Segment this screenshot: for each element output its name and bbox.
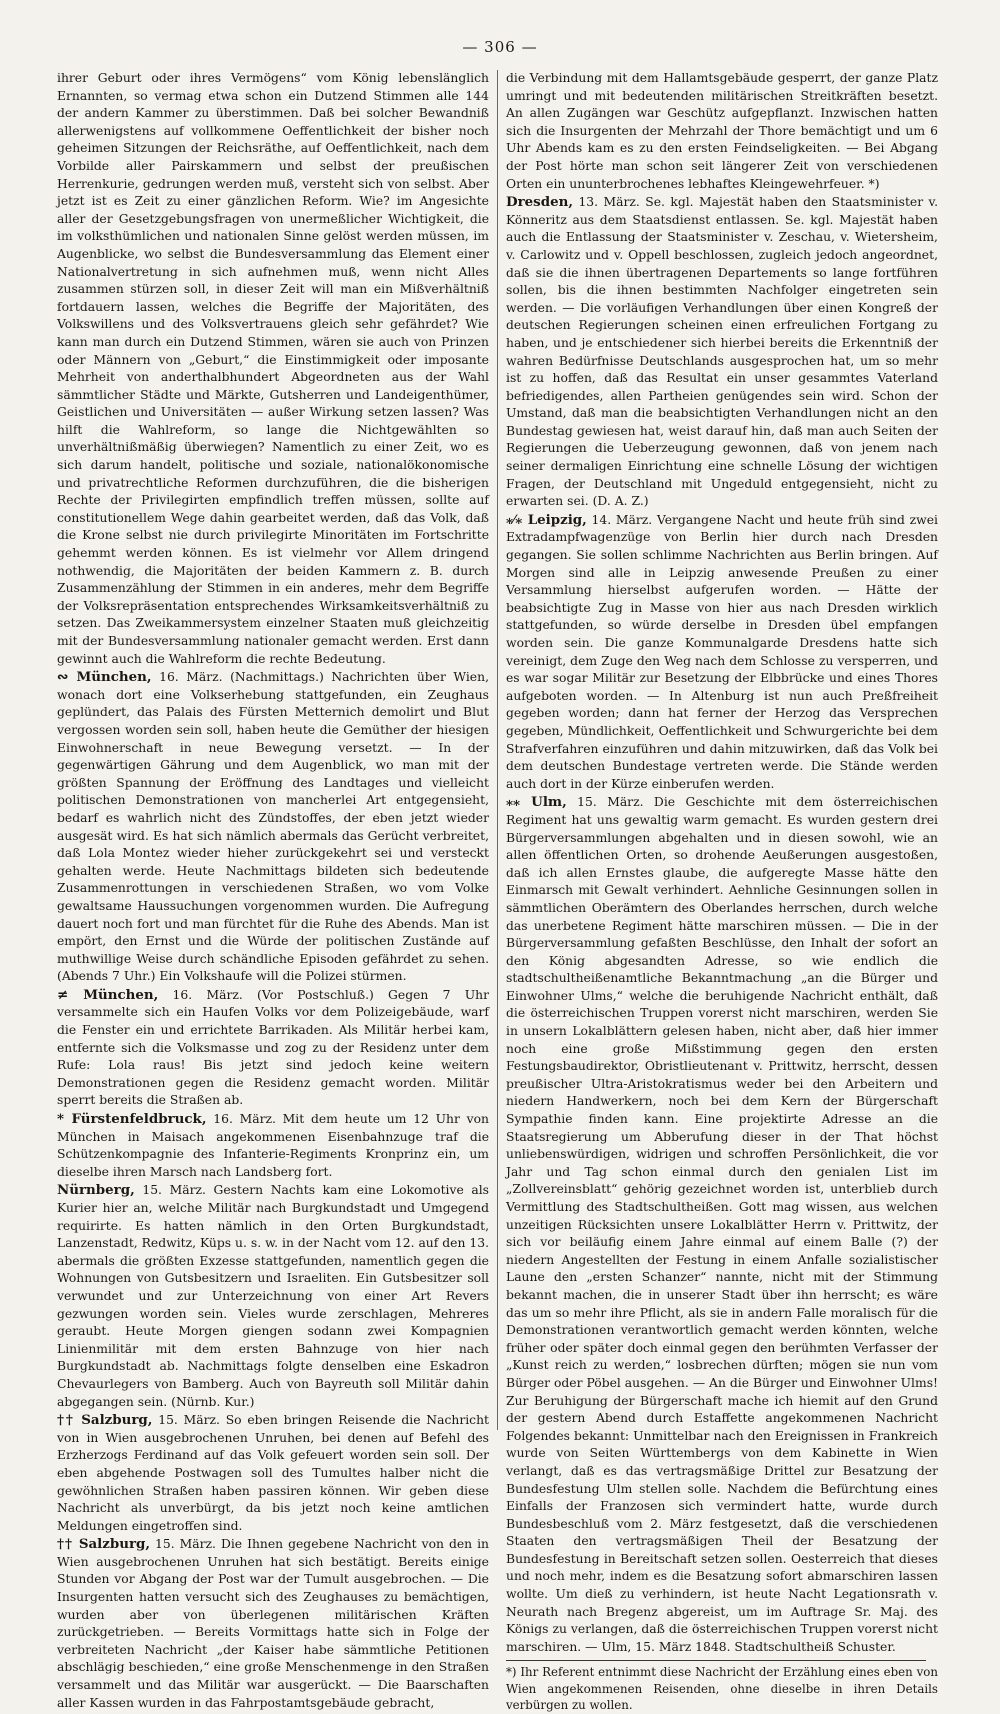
article-paragraph [57, 987, 489, 1110]
article-paragraph [57, 669, 489, 986]
article-paragraph [57, 1536, 489, 1712]
article-dateline: ⁎⁎ Ulm, [506, 794, 567, 811]
article-text: ihrer Geburt oder ihres Vermögens“ vom König lebenslänglich Ernannten, so vermag etwa schon ein Dutzend Stimmen alle 144 der andern Kammer zu überstimmen. Daß bei solcher Bewandniß allerwenigstens auf vollkommene Oeffentlichkeit der bisher noch geheimen Sitzungen der Reichsräthe, auf Oeffentlichkeit, nach dem Vorbilde aller Pairskammern und selbst der preußischen Herrenkurie, gedrungen werden muß, versteht sich von selbst. Aber jetzt ist es Zeit zu einer gänzlichen Reform. Wie? im Angesichte aller der Gesetzgebungsfragen von unermeßlicher Wichtigkeit, die im volksthümlichen und nationalen Sinne gelöst werden müssen, im Augenblicke, wo selbst die Bundesversammlung das Element einer Nationalvertretung in sich aufnehmen muß, wenn nicht Alles zusammen stürzen soll, in dieser Zeit will man ein Mißverhältniß fortdauern lassen, welches die Begriffe der Majoritäten, des Volkswillens und des Volksvertrauens gleich sehr gefährdet? Wie kann man durch ein Dutzend Stimmen, wären sie auch von Prinzen oder Männern von „Geburt,“ die Einstimmigkeit oder imposante Mehrheit von anderthalbhundert Abgeordneten aus der Wahl sämmtlicher Städte und Märkte, Gutsherren und Landeigenthümer, Geistlichen und Universitäten — außer Wirkung setzen lassen? Was hilft die Wahlreform, so lange die Nichtgewählten so unverhältnißmäßig überwiegen? Namentlich zu einer Zeit, wo es sich darum handelt, politische und soziale, nationalökonomische und privatrechtliche Reformen durchzuführen, die die bisherigen Rechte der Privilegirten empfindlich treffen müssen, sollte auf constitutionellem Wege dahin gearbeitet werden, daß das Volk, daß die Krone selbst nie durch privilegirte Minoritäten im Fortschritte gehemmt werden können. Es ist vielmehr vor Allem dringend nothwendig, die Majoritäten der beiden Kammern z. B. durch Zusammenzählung der Stimmen in ein anderes, mehr dem Begriffe der Volksrepräsentation entsprechendes Wirksamkeitsverhältniß zu setzen. Das Zweikammersystem einzelner Staaten muß gleichzeitig mit der Bundesversammlung nationaler gemacht werden. Erst dann gewinnt auch die Wahlreform die rechte Bedeutung. [57, 71, 489, 666]
article-paragraph [57, 1182, 489, 1411]
article-paragraph [506, 70, 938, 193]
article-text: 15. März. Die Geschichte mit dem österreichischen Regiment hat uns gewaltig warm gemacht. Es wurden gestern drei Bürgerversammlungen abgehalten und in diesen sowohl, wie an allen öffentlichen Orten, so drohende Aeußerungen ausgestoßen, daß ich allen Ernstes glaube, die aufgeregte Masse hätte den Einmarsch mit Gewalt verhindert. Aehnliche Gesinnungen sollen in sämmtlichen Oberämtern des Oberlandes herrschen, durch welche das unerbetene Regiment hätte marschiren müssen. — Die in der Bürgerversammlung gefaßten Beschlüsse, den Inhalt der sofort an den König abgesandten Adresse, so wie endlich die stadtschultheißenamtliche Bekanntmachung „an die Bürger und Einwohner Ulms,“ welche die beruhigende Nachricht enthält, daß die österreichischen Truppen vorerst nicht marschiren, werden Sie in unsern Lokalblättern gelesen haben, nicht aber, daß hier immer noch eine große Mißstimmung gegen den ersten Festungsbaudirektor, Obristlieutenant v. Prittwitz, herrscht, dessen preußischer Ultra-Aristokratismus weder bei den Arbeitern und niedern Handwerkern, noch bei dem Kern der Bürgerschaft Sympathie finden kann. Eine projektirte Adresse an die Staatsregierung um Abberufung dieser in der That höchst unliebenswürdigen, widrigen und schroffen Persönlichkeit, die vor Jahr und Tag schon einmal durch den genialen List im „Zollvereinsblatt“ gehörig gezeichnet worden ist, unterblieb durch Vermittlung des Stadtschultheißen. Gott mag wissen, aus welchen unzeitigen Rücksichten unsere Lokalblätter Herrn v. Prittwitz, der sich vor beiläufig einem Jahre einmal auf einem Balle (?) der niedern Angestellten der Festung in einem Anfalle sozialistischer Laune den „ersten Schanzer“ nannte, nicht mit der Stimmung bekannt machen, die in unserer Stadt über ihn herrscht; es wäre das um so mehr ihre Pflicht, als sie in andern Falle moralisch für die Demonstrationen verantwortlich gemacht werden könnten, welche früher oder später doch einmal gegen den berühmten Verfasser der „Kunst reich zu werden,“ losbrechen dürften; mögen sie nun vom Bürger oder Pöbel ausgehen. — An die Bürger und Einwohner Ulms! Zur Beruhigung der Bürgerschaft mache ich hiemit auf den Grund der gestern Abend durch Estaffette angekommenen Nachricht Folgendes bekannt: Unmittelbar nach den Ereignissen in Frankreich wurde von Seiten Württembergs von dem Kabinette in Wien verlangt, daß es das vertragsmäßige Drittel zur Besatzung der Bundesfestung Ulm stellen solle. Nachdem die Befürchtung eines Einfalls der Franzosen sich vermindert hatte, wurde durch Bundesbeschluß vom 2. März festgesetzt, daß die verschiedenen Staaten den vertragsmäßigen Theil der Besatzung der Bundesfestung in Bereitschaft setzen sollen. Oesterreich that dieses und noch mehr, indem es die Besatzung sofort abmarschiren lassen wollte. Um dieß zu verhindern, ist heute Nacht Legationsrath v. Neurath nach Bregenz abgereist, um im Auftrage Sr. Maj. des Königs zu verlangen, daß die österreichischen Truppen vorerst nicht marschiren. — Ulm, 15. März 1848. Stadtschultheiß Schuster. [506, 795, 938, 1654]
article-dateline: Dresden, [506, 194, 574, 211]
article-dateline: †† Salzburg, [57, 1536, 151, 1553]
article-paragraph [506, 512, 938, 794]
article-dateline: ≠ München, [57, 986, 159, 1003]
article-paragraph [57, 1412, 489, 1535]
article-dateline: †† Salzburg, [57, 1412, 153, 1429]
left-column [57, 70, 489, 1710]
article-paragraph [57, 70, 489, 668]
footnote: *) Ihr Referent entnimmt diese Nachricht der Erzählung eines eben von Wien angekommenen Reisenden, ohne dieselbe in ihren Details verbürgen zu wollen. [506, 1665, 938, 1713]
article-text: 14. März. Vergangene Nacht und heute früh sind zwei Extradampfwagenzüge von Berlin hier durch nach Dresden gegangen. Sie sollen schlimme Nachrichten aus Berlin bringen. Auf Morgen sind alle in Leipzig anwesende Preußen zu einer Versammlung hierselbst aufgerufen worden. — Hätte der beabsichtigte Zug in Masse von hier aus nach Dresden wirklich stattgefunden, so würde derselbe in Dresden übel empfangen worden sein. Die ganze Kommunalgarde Dresdens hatte sich vereinigt, dem Zuge den Weg nach dem Schlosse zu versperren, und es war sogar Militär zur Besetzung der Elbbrücke und eines Thores aufgeboten worden. — In Altenburg ist nun auch Preßfreiheit gegeben worden; dann hat ferner der Herzog das Versprechen gegeben, Mündlichkeit, Oeffentlichkeit und Schwurgerichte bei dem Strafverfahren einzuführen und dahin mitzuwirken, daß das Volk bei dem deutschen Bundestage vertreten werde. Die Stände werden auch dort in der Kürze einberufen werden. [506, 512, 938, 791]
article-paragraph [57, 1111, 489, 1181]
article-dateline: ∾ München, [57, 669, 152, 686]
article-text: 13. März. Se. kgl. Majestät haben den Staatsminister v. Könneritz aus dem Staatsdienst entlassen. Se. kgl. Majestät haben auch die Entlassung der Staatsminister v. Zeschau, v. Wietersheim, v. Carlowitz und v. Oppell beschlossen, zugleich jedoch angeordnet, daß sie die ihnen übertragenen Departements so lange fortführen sollen, bis die ihnen bestimmten Nachfolger eingetreten sein werden. — Die vorläufigen Verhandlungen über einen Kongreß der deutschen Regierungen scheinen einen erfreulichen Fortgang zu haben, und je entschiedener sich hierbei bereits die Erkenntniß der wahren Bedürfnisse Deutschlands ausgesprochen hat, um so mehr ist zu hoffen, daß das Resultat ein unser gesammtes Vaterland befriedigendes, allen Partheien genügendes sein wird. Schon der Umstand, daß man die beabsichtigten Verhandlungen nicht an den Bundestag gewiesen hat, weist darauf hin, daß man auch Seiten der Regierungen die Ueberzeugung gewonnen, daß von jenem nach seiner dermaligen Einrichtung eine schnelle Lösung der wichtigen Fragen, der Deutschland mit Ungeduld entgegensieht, nicht zu erwarten sei. (D. A. Z.) [506, 195, 938, 509]
page-number: — 306 — [462, 38, 538, 56]
column-divider [497, 70, 498, 1430]
article-text: 16. März. (Vor Postschluß.) Gegen 7 Uhr versammelte sich ein Haufen Volks vor dem Polizeigebäude, warf die Fenster ein und errichtete Barrikaden. Als Militär herbei kam, entfernte sich die Volksmasse und zog zu der Residenz unter dem Rufe: Lola raus! Bis jetzt sind jedoch keine weitern Demonstrationen gegen die Residenz gemacht worden. Militär sperrt bereits die Straßen ab. [57, 987, 489, 1108]
article-paragraph [506, 794, 938, 1656]
article-text: 15. März. So eben bringen Reisende die Nachricht von in Wien ausgebrochenen Unruhen, bei denen auf Befehl des Erzherzogs Ferdinand auf das Volk gefeuert worden sein soll. Der eben abgehende Postwagen soll des Tumultes halber nicht die gewöhnlichen Straßen haben passiren können. Wir geben diese Nachricht als unverbürgt, da bis jetzt noch keine amtlichen Meldungen eingetroffen sind. [57, 1413, 489, 1533]
article-text: 15. März. Die Ihnen gegebene Nachricht von den in Wien ausgebrochenen Unruhen hat sich bestätigt. Bereits einige Stunden vor Abgang der Post war der Tumult ausgebrochen. — Die Insurgenten hatten versucht sich des Zeughauses zu bemächtigen, wurden aber von überlegenen militärischen Kräften zurückgetrieben. — Bereits Vormittags hatte sich in Folge der verbreiteten Nachricht „der Kaiser habe sämmtliche Petitionen abschlägig beschieden,“ eine große Menschenmenge in den Straßen versammelt und das Militär war ausgerückt. — Die Baarschaften aller Kassen wurden in das Fahrpostamtsgebäude gebracht, [57, 1537, 489, 1710]
article-paragraph [506, 194, 938, 511]
footnote-divider [506, 1660, 926, 1661]
article-dateline: ⁎⁄⁎ Leipzig, [506, 511, 587, 528]
article-text: die Verbindung mit dem Hallamtsgebäude gesperrt, der ganze Platz umringt und mit bedeutenden militärischen Streitkräften besetzt. An allen Zugängen war Geschütz aufgepflanzt. Inzwischen hatten sich die Insurgenten der Mehrzahl der Thore bemächtigt und um 6 Uhr Abends kam es zu den ersten Feindseligkeiten. — Bei Abgang der Post hörte man schon seit längerer Zeit von verschiedenen Orten ein ununterbrochenes lebhaftes Kleingewehrfeuer. *) [506, 71, 938, 191]
article-dateline: * Fürstenfeldbruck, [57, 1111, 207, 1128]
right-column [506, 70, 938, 1713]
article-text: 15. März. Gestern Nachts kam eine Lokomotive als Kurier hier an, welche Militär nach Burgkundstadt und Umgegend requirirte. Es hatten nämlich in den Orten Burgkundstadt, Lanzenstadt, Redwitz, Küps u. s. w. in der Nacht vom 12. auf den 13. abermals die größten Exzesse stattgefunden, namentlich gegen die Wohnungen von Gutsbesitzern und Israeliten. Ein Gutsbesitzer soll verwundet und zur Unterzeichnung von einer Art Revers gezwungen worden sein. Vieles wurde zerschlagen, Mehreres geraubt. Heute Morgen giengen sodann zwei Kompagnien Linienmilitär mit dem ersten Bahnzuge von hier nach Burgkundstadt ab. Nachmittags folgte denselben eine Eskadron Chevaurlegers von Bamberg. Auch von Bayreuth soll Militär dahin abgegangen sein. (Nürnb. Kur.) [57, 1183, 489, 1409]
article-dateline: Nürnberg, [57, 1182, 135, 1199]
article-text: 16. März. Mit dem heute um 12 Uhr von München in Maisach angekommenen Eisenbahnzuge traf die Schützenkompagnie des Infanterie-Regiments Kronprinz ein, um dieselbe ihren Marsch nach Landsberg fort. [57, 1112, 489, 1179]
article-text: 16. März. (Nachmittags.) Nachrichten über Wien, wonach dort eine Volkserhebung stattgefunden, ein Zeughaus geplündert, das Palais des Fürsten Metternich demolirt und Blut vergossen worden sein soll, haben heute die Gemüther der hiesigen Einwohnerschaft in neue Bewegung versetzt. — In der gegenwärtigen Gährung und dem Augenblick, wo man mit der größten Spannung der Eröffnung des Landtages und vielleicht politischen Demonstrationen von mancherlei Art entgegensieht, bedarf es wahrlich nicht des Zündstoffes, der eben jetzt wieder ausgesät wird. Es hat sich nämlich abermals das Gerücht verbreitet, daß Lola Montez wieder hieher zurückgekehrt sei und versteckt gehalten werde. Heute Nachmittags bildeten sich bedeutende Zusammenrottungen in verschiedenen Straßen, wo vom Volke gewaltsame Haussuchungen vorgenommen wurden. Die Aufregung dauert noch fort und man fürchtet für die Ruhe des Abends. Man ist empört, den Ernst und die Würde der politischen Zustände auf muthwillige Weise durch schändliche Episoden gefährdet zu sehen. (Abends 7 Uhr.) Ein Volkshaufe will die Polizei stürmen. [57, 670, 489, 984]
